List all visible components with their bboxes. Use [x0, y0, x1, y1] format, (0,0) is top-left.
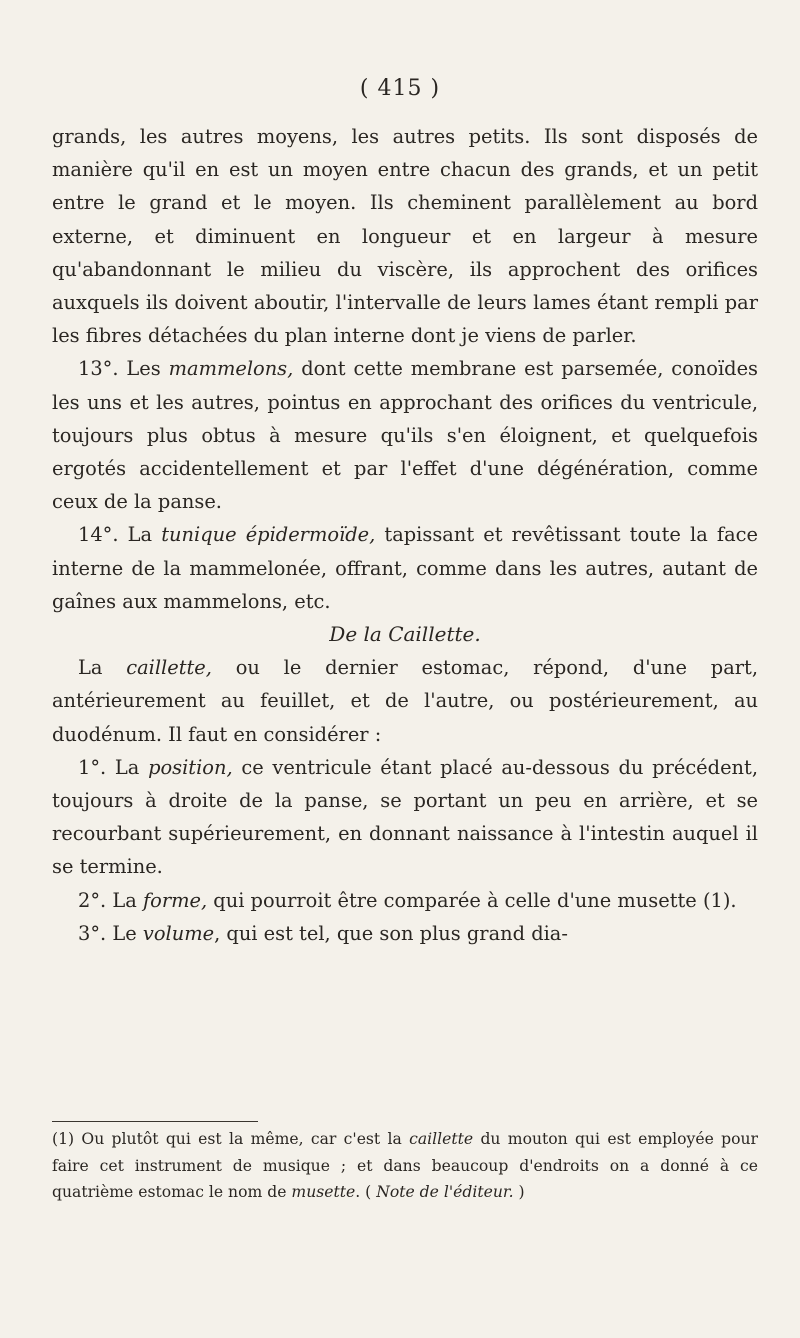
italic-term: mammelons,: [168, 357, 294, 381]
paragraph-13-mammelons: [52, 352, 758, 518]
footnote: [52, 1126, 758, 1206]
footnote-divider: [52, 1121, 258, 1122]
item-number: 13°. Les: [78, 357, 169, 381]
footnote-text: du mouton qui est employée pour faire cet instrument de musique ; et dans beaucoup d'endroits on a donné à ce quatrième estomac le nom de: [52, 1130, 759, 1201]
italic-term: musette: [291, 1183, 356, 1201]
paragraph-3-volume: [52, 917, 758, 950]
item-number: 1°. La: [78, 755, 149, 779]
footnote-text: . (: [355, 1183, 377, 1201]
footnote-text: ): [513, 1183, 525, 1201]
italic-term: caillette: [409, 1130, 474, 1148]
paragraph-text: tapissant et revêtissant toute la face interne de la mammelonée, offrant, comme dans les autres, autant de gaînes aux mammelons, etc.: [52, 523, 758, 613]
paragraph-text: ou le dernier estomac, répond, d'une part, antérieurement au feuillet, et de l'autre, ou postérieurement, au duodénum. Il faut en considérer :: [52, 656, 758, 746]
paragraph-2-forme: [52, 884, 758, 917]
editor-note-label: Note de l'éditeur.: [376, 1183, 514, 1201]
footnote-text: (1) Ou plutôt qui est la même, car c'est la: [52, 1130, 410, 1148]
italic-term: volume: [142, 921, 215, 945]
paragraph-caillette-intro: [52, 651, 758, 751]
italic-term: forme,: [142, 888, 208, 912]
italic-term: tunique épidermoïde,: [161, 523, 376, 547]
paragraph-14-tunique: [52, 518, 758, 618]
item-number: 2°. La: [78, 888, 143, 912]
italic-term: caillette,: [126, 656, 212, 680]
main-text: [52, 120, 758, 950]
paragraph-text: La: [78, 656, 127, 680]
italic-term: position,: [148, 755, 233, 779]
paragraph-text: dont cette membrane est parsemée, conoïdes les uns et les autres, pointus en approchant des orifices du ventricule, toujours plus obtus à mesure qu'ils s'en éloignent, et quelquefois ergotés accidentellement et par l'effet d'une dégénération, comme ceux de la panse.: [52, 357, 758, 514]
page-number: ( 415 ): [359, 76, 441, 101]
paragraph-text: ce ventricule étant placé au-dessous du précédent, toujours à droite de la panse, se portant un peu en arrière, et se recourbant supérieurement, en donnant naissance à l'intestin auquel il se termine.: [52, 755, 758, 879]
paragraph-text: qui pourroit être comparée à celle d'une musette (1).: [207, 888, 737, 912]
paragraph-continuation: grands, les autres moyens, les autres petits. Ils sont disposés de manière qu'il en est un moyen entre chacun des grands, et un petit entre le grand et le moyen. Ils cheminent parallèlement au bord externe, et diminuent en longueur et en largeur à mesure qu'abandonnant le milieu du viscère, ils approchent des orifices auxquels ils doivent aboutir, l'intervalle de leurs lames étant rempli par les fibres détachées du plan interne dont je viens de parler.: [52, 125, 758, 348]
section-heading: De la Caillette.: [329, 622, 481, 647]
item-number: 14°. La: [78, 523, 162, 547]
paragraph-1-position: [52, 751, 758, 884]
paragraph-text: , qui est tel, que son plus grand dia-: [214, 921, 568, 945]
item-number: 3°. Le: [78, 921, 143, 945]
